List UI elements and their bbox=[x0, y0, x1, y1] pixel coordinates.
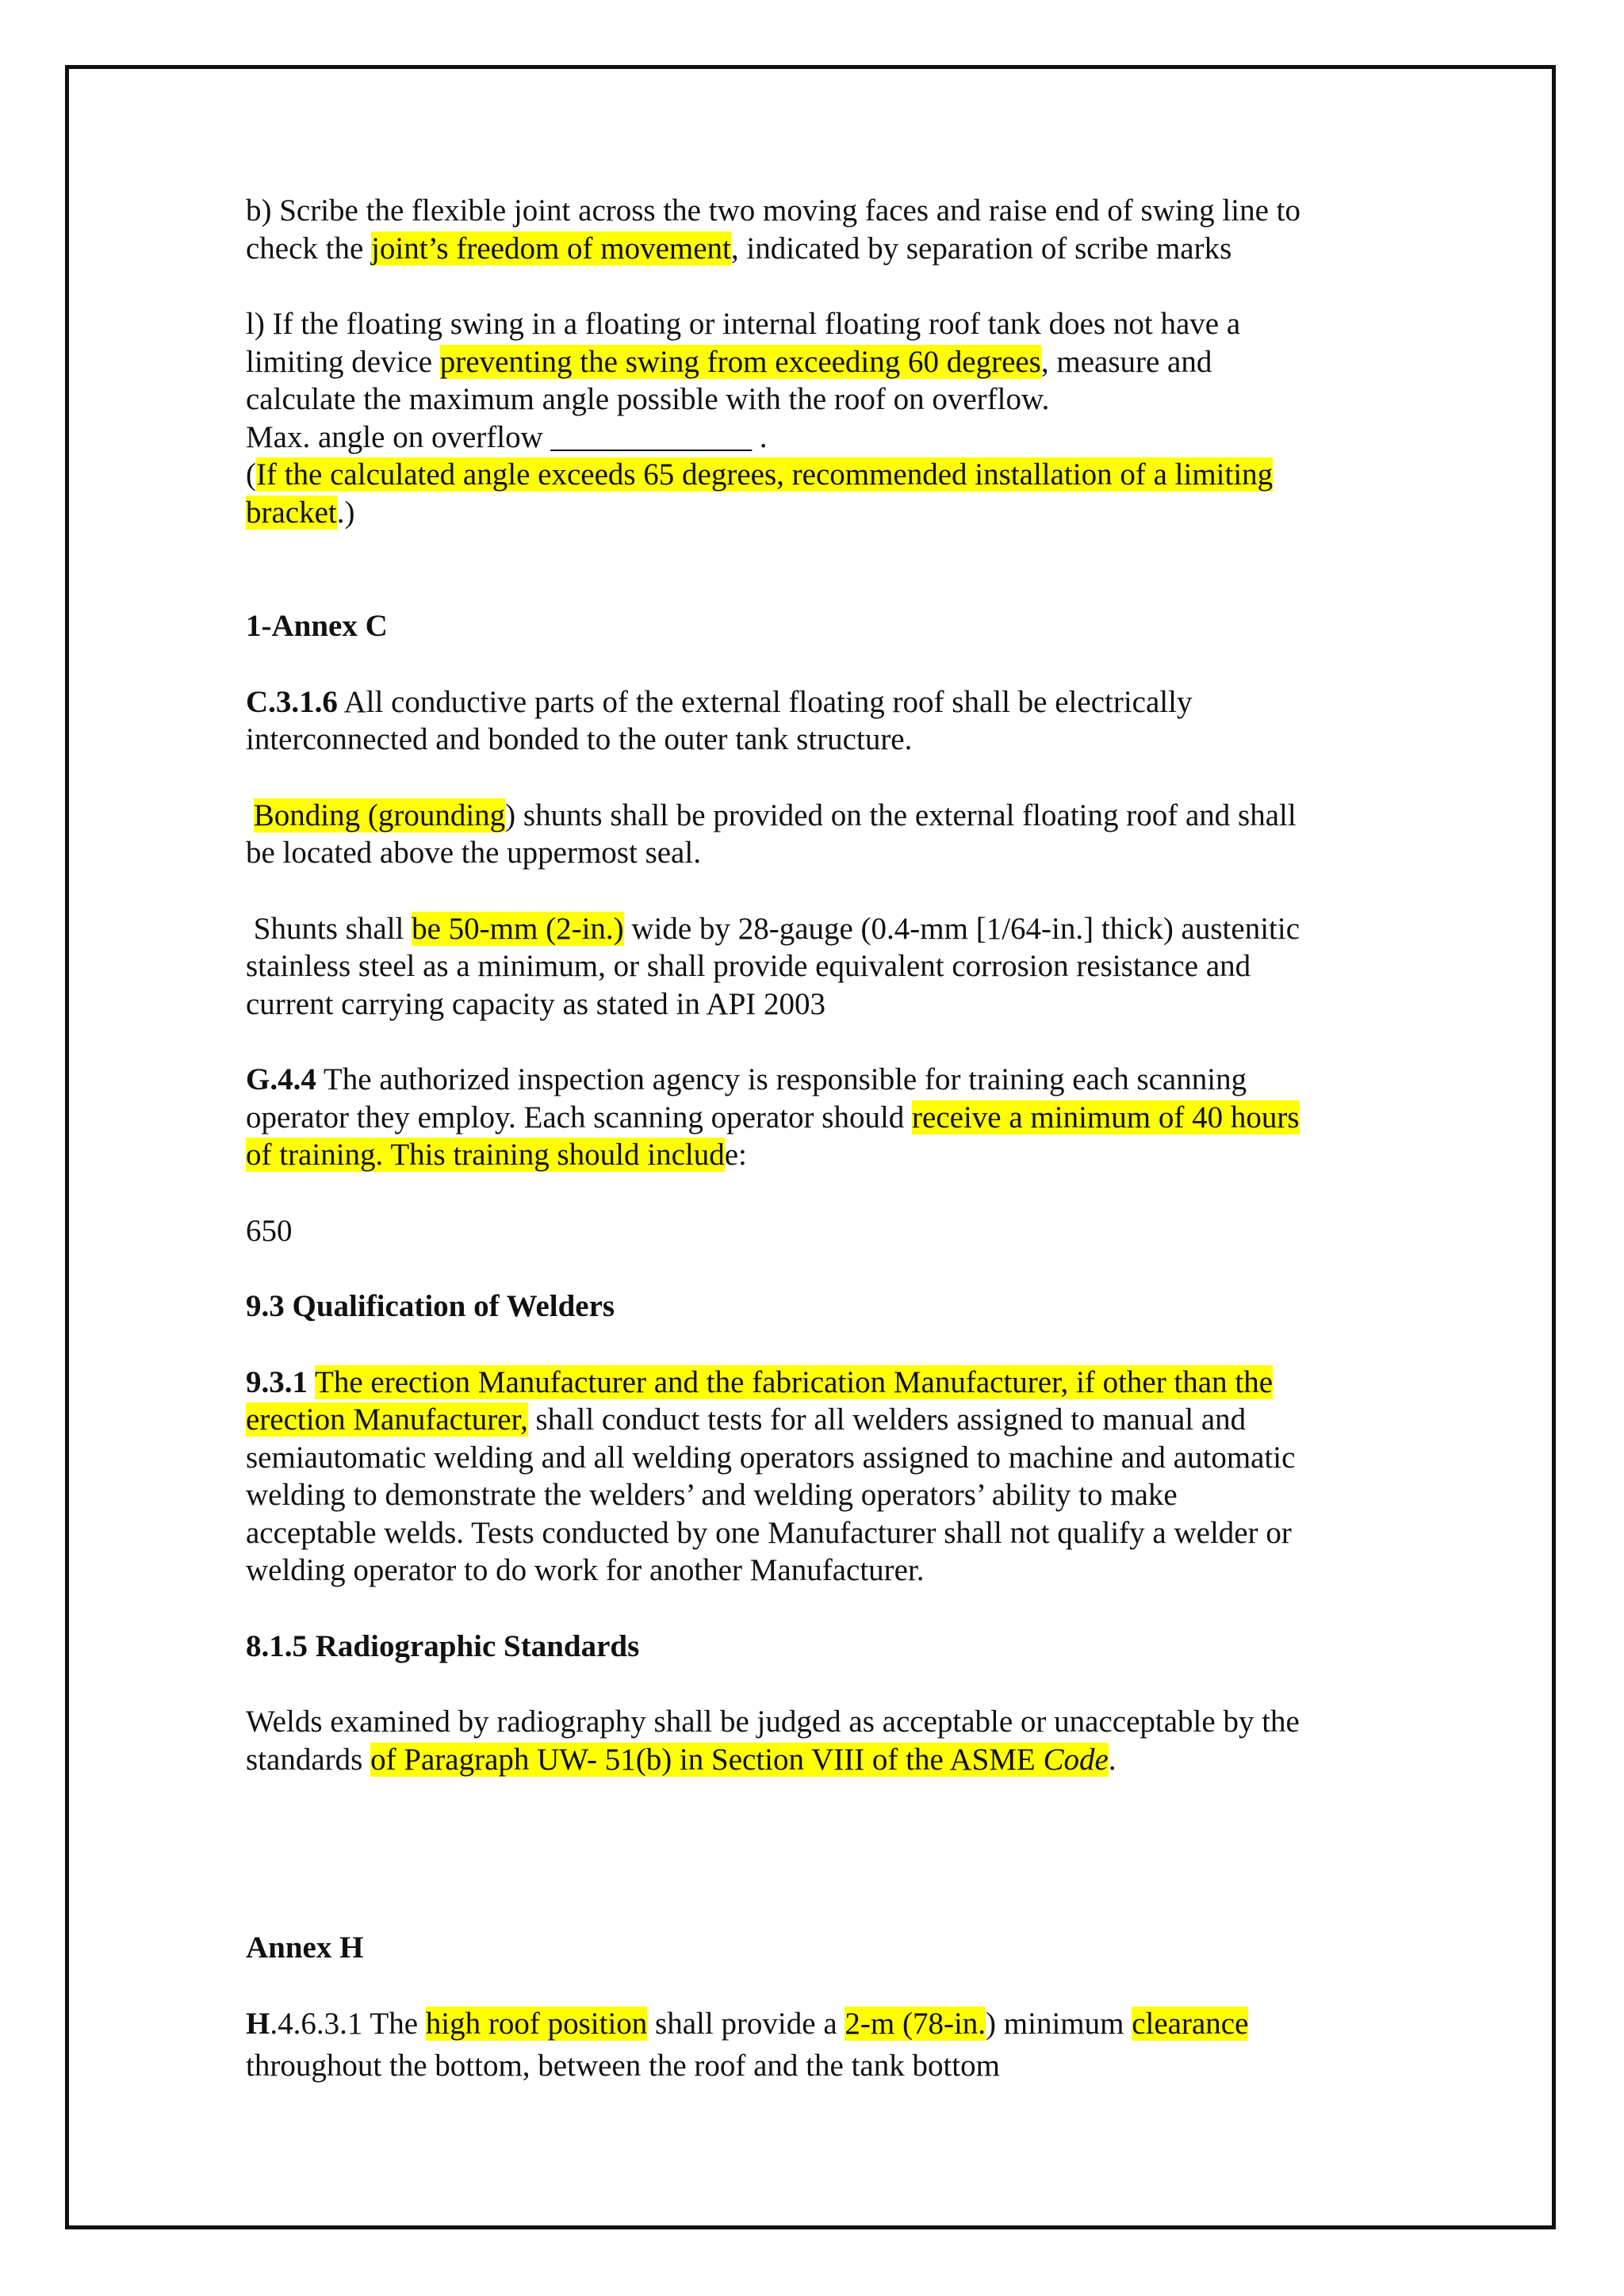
bonding-line-1: Bonding (grounding) shunts shall be provided on the external floating roof and shall bbox=[253, 798, 1297, 832]
highlight: The erection Manufacturer and the fabrication Manufacturer, if other than the bbox=[315, 1364, 1273, 1399]
highlight: clearance bbox=[1132, 2006, 1249, 2041]
h46331-line-1: H.4.6.3.1 The high roof position shall provide a 2-m (78-in.) minimum clearance bbox=[246, 2006, 1249, 2041]
item-b-line-2: check the joint’s freedom of movement, indicated by separation of scribe marks bbox=[246, 231, 1232, 266]
highlight: high roof position bbox=[425, 2006, 648, 2041]
highlight: be 50-mm (2-in.) bbox=[412, 911, 624, 946]
s931-line-5: acceptable welds. Tests conducted by one Manufacturer shall not qualify a welder or bbox=[246, 1515, 1292, 1550]
shunts-line-1: Shunts shall be 50-mm (2-in.) wide by 28-gauge (0.4-mm [1/64-in.] thick) austenitic bbox=[246, 911, 1300, 946]
h46331-line-2: throughout the bottom, between the roof and the tank bottom bbox=[246, 2049, 1000, 2083]
s931-line-1: 9.3.1 The erection Manufacturer and the fabrication Manufacturer, if other than the bbox=[246, 1364, 1273, 1399]
g44-line-2: operator they employ. Each scanning operator should receive a minimum of 40 hours bbox=[246, 1100, 1300, 1135]
section-9-3-heading: 9.3 Qualification of Welders bbox=[246, 1289, 615, 1323]
page-number: 650 bbox=[246, 1213, 293, 1248]
document-body bbox=[246, 192, 1380, 2085]
highlight: of training. This training should includ bbox=[246, 1138, 725, 1172]
g44-line-1: G.4.4 The authorized inspection agency is responsible for training each scanning bbox=[246, 1062, 1247, 1096]
item-l-line-3: calculate the maximum angle possible with the roof on overflow. bbox=[246, 382, 1050, 416]
highlight: joint’s freedom of movement bbox=[371, 231, 731, 266]
c316-line-1: C.3.1.6 All conductive parts of the external floating roof shall be electrically bbox=[246, 684, 1193, 719]
highlight: bracket bbox=[246, 495, 337, 530]
s931-line-3: semiautomatic welding and all welding operators assigned to machine and automatic bbox=[246, 1440, 1296, 1475]
max-angle-field: Max. angle on overflow _____________ . bbox=[246, 419, 768, 454]
bonding-line-2: be located above the uppermost seal. bbox=[246, 836, 701, 870]
item-l-line-1: l) If the floating swing in a floating or internal floating roof tank does not have a bbox=[246, 307, 1241, 341]
s931-line-6: welding operator to do work for another Manufacturer. bbox=[246, 1553, 925, 1587]
s815-line-1: Welds examined by radiography shall be judged as acceptable or unacceptable by the bbox=[246, 1705, 1300, 1739]
highlight: If the calculated angle exceeds 65 degrees, recommended installation of a limiting bbox=[256, 457, 1274, 492]
item-l-line-6: bracket.) bbox=[246, 495, 355, 530]
item-l-line-5: (If the calculated angle exceeds 65 degrees, recommended installation of a limiting bbox=[246, 457, 1274, 492]
highlight: erection Manufacturer, bbox=[246, 1402, 528, 1437]
c316-line-2: interconnected and bonded to the outer tank structure. bbox=[246, 722, 913, 756]
shunts-line-2: stainless steel as a minimum, or shall provide equivalent corrosion resistance and bbox=[246, 949, 1251, 983]
s931-line-4: welding to demonstrate the welders’ and welding operators’ ability to make bbox=[246, 1478, 1178, 1512]
highlight: receive a minimum of 40 hours bbox=[912, 1100, 1300, 1135]
annex-h-heading: Annex H bbox=[246, 1931, 364, 1965]
shunts-line-3: current carrying capacity as stated in API 2003 bbox=[246, 986, 826, 1021]
section-8-1-5-heading: 8.1.5 Radiographic Standards bbox=[246, 1628, 640, 1663]
annex-c-heading: 1-Annex C bbox=[246, 609, 388, 643]
s931-line-2: erection Manufacturer, shall conduct tests for all welders assigned to manual and bbox=[246, 1402, 1247, 1437]
highlight: preventing the swing from exceeding 60 degrees bbox=[439, 344, 1041, 379]
highlight: of Paragraph UW- 51(b) in Section VIII of the ASME Code bbox=[370, 1742, 1109, 1777]
item-b-line-1: b) Scribe the flexible joint across the two moving faces and raise end of swing line to bbox=[246, 193, 1300, 228]
s815-line-2: standards of Paragraph UW- 51(b) in Section VIII of the ASME Code. bbox=[246, 1742, 1116, 1777]
item-l-line-2: limiting device preventing the swing from exceeding 60 degrees, measure and bbox=[246, 344, 1212, 379]
highlight: Bonding (grounding bbox=[253, 798, 506, 832]
g44-line-3: of training. This training should include: bbox=[246, 1138, 747, 1172]
highlight: 2-m (78-in. bbox=[845, 2006, 986, 2041]
